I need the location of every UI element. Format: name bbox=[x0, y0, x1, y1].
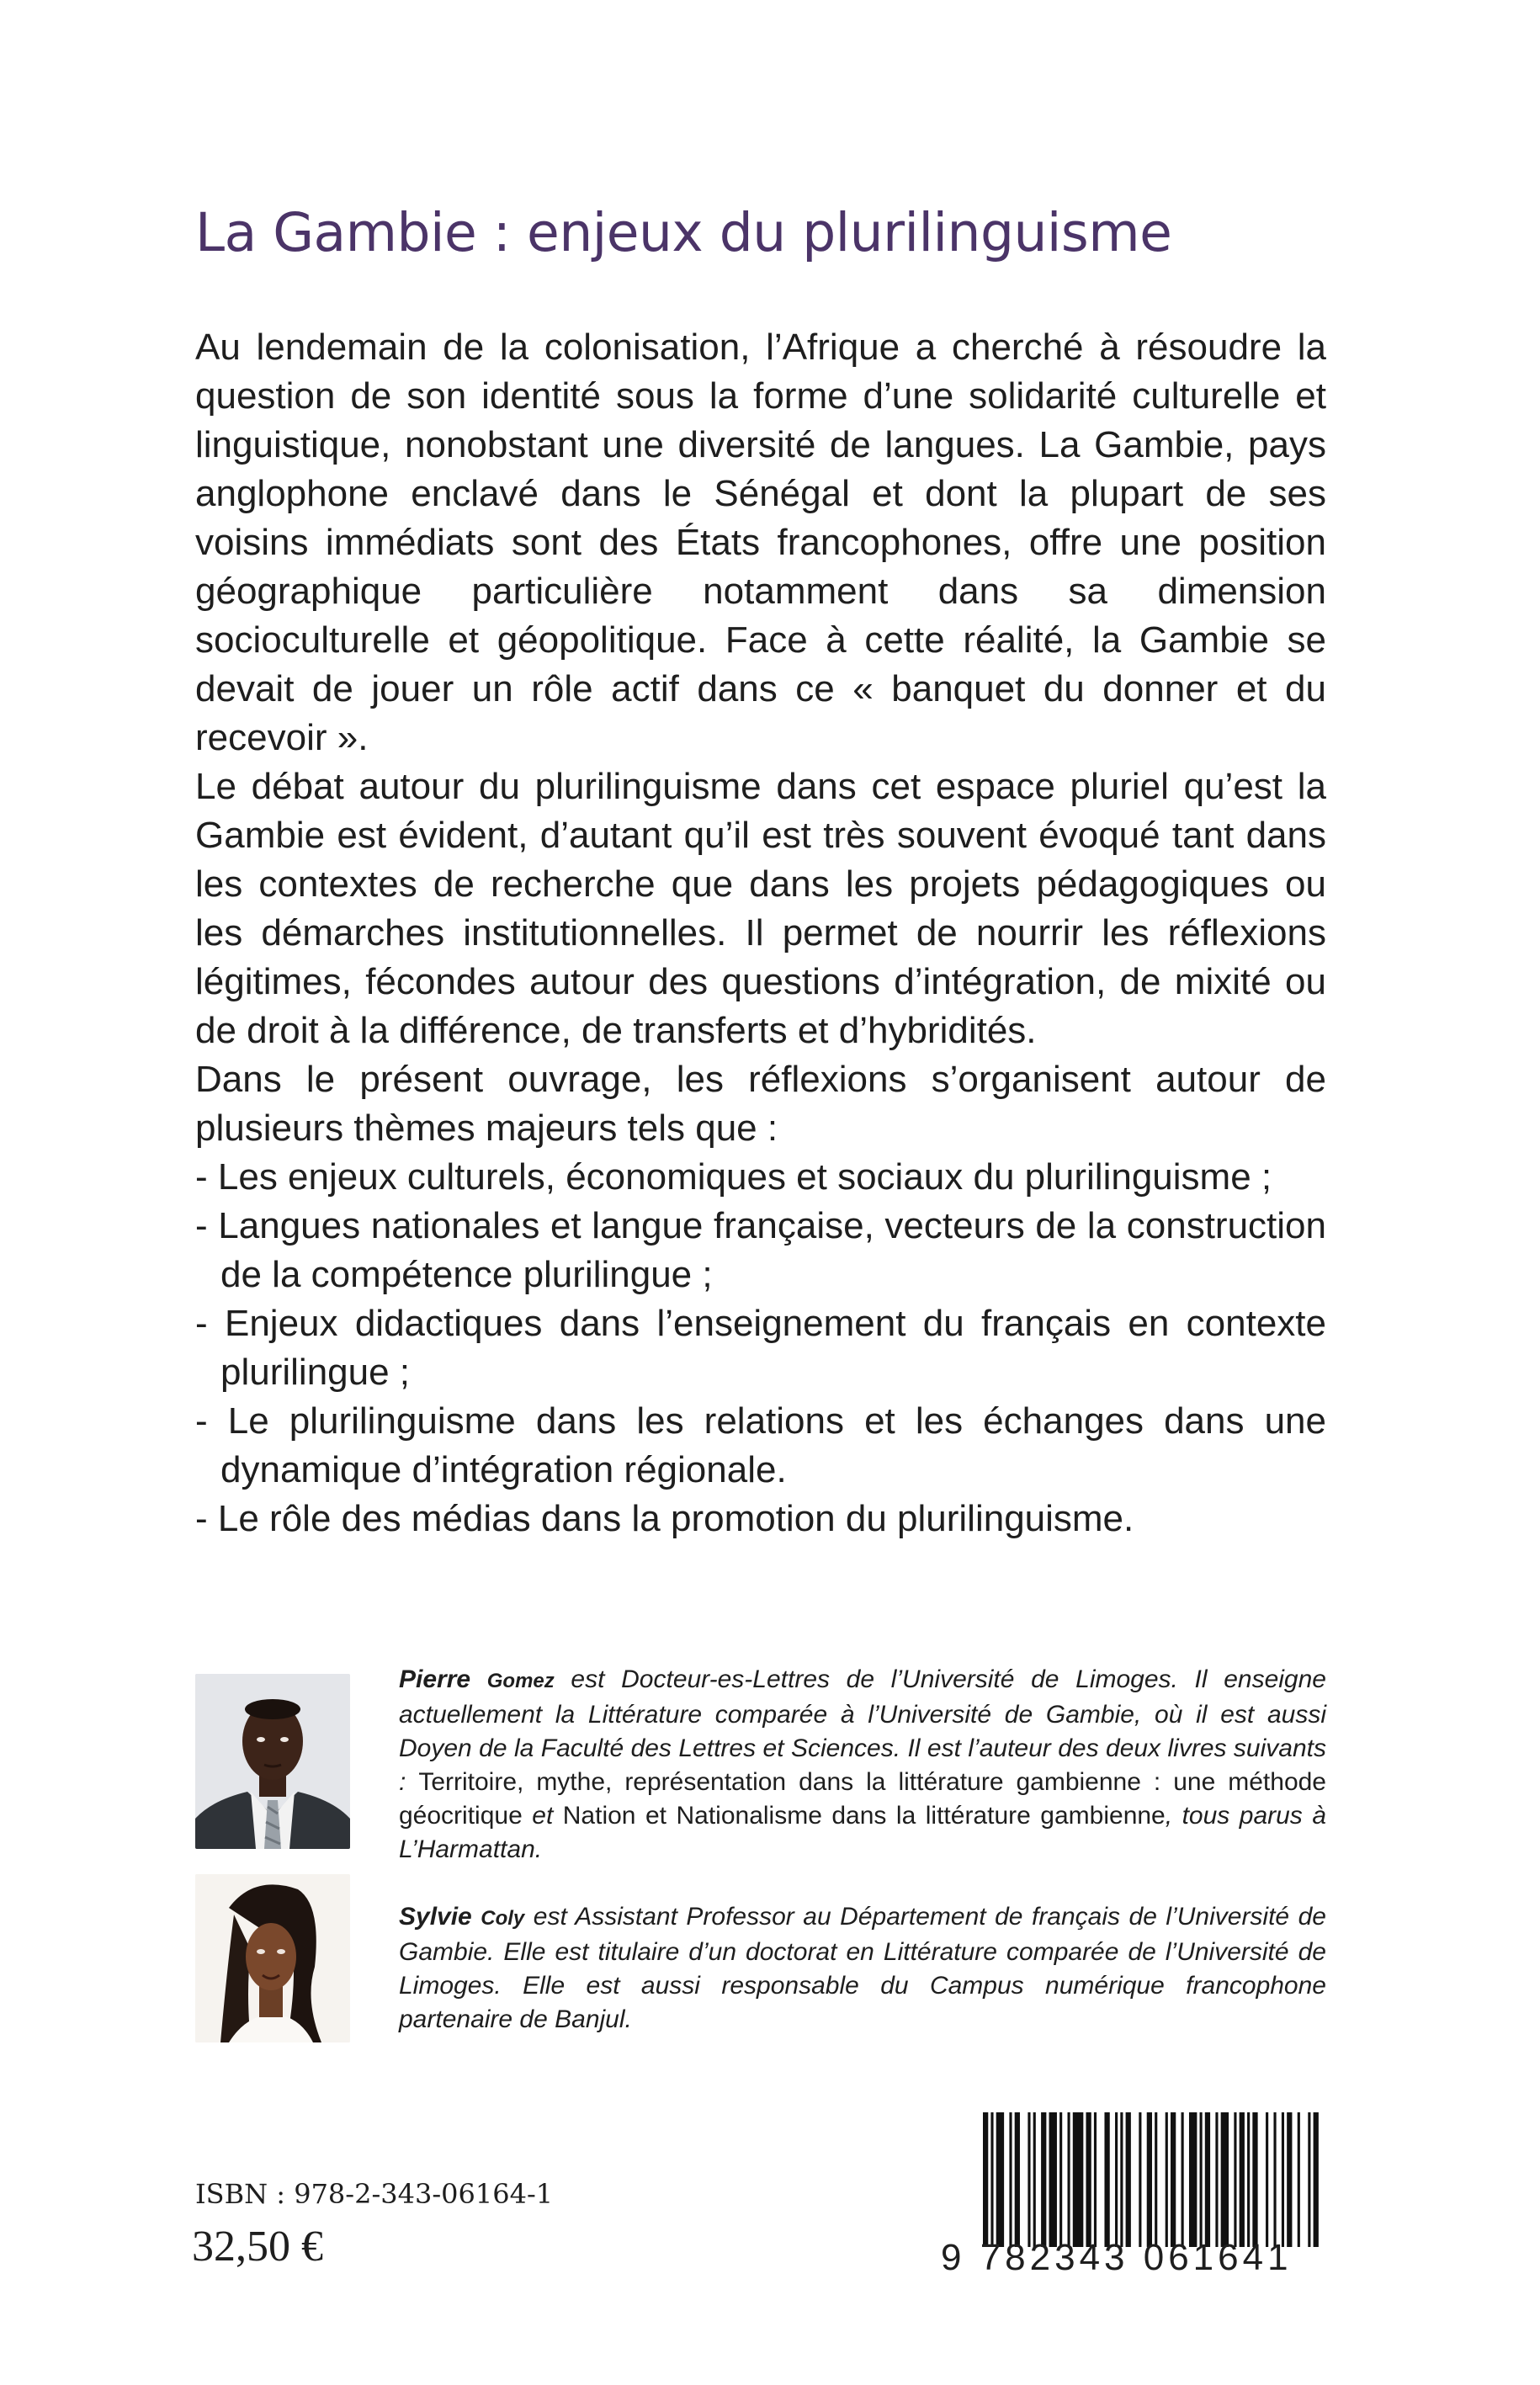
author-first-name: Sylvie bbox=[399, 1903, 472, 1931]
barcode-bar bbox=[1189, 2112, 1197, 2247]
barcode-bar bbox=[1314, 2112, 1319, 2247]
barcode-bar bbox=[1086, 2112, 1091, 2247]
blurb-paragraph: Le débat autour du plurilinguisme dans cet espace pluriel qu’est la Gambie est évident, d’autant qu’il est très souvent évoqué tant dans les contextes de recherche que dans les projets pédagogiques ou les démarches institutionnelles. Il permet de nourrir les réflexions légitimes, fécondes autour des questions d’intégration, de mixité ou de droit à la différence, de transferts et d’hybridités. bbox=[195, 766, 1326, 1051]
blurb-paragraph: Au lendemain de la colonisation, l’Afrique a cherché à résoudre la question de son identité sous la forme d’une solidarité culturelle et linguistique, nonobstant une diversité de langues. La Gambie, pays anglophone enclavé dans le Sénégal et dont la plupart de ses voisins immédiats sont des États francophones, offre une position géographique particulière notamment dans sa dimension socioculturelle et géopolitique. Face à cette réalité, la Gambie se devait de jouer un rôle actif dans ce « banquet du donner et du recevoir ». bbox=[195, 327, 1326, 758]
portrait-man-image bbox=[195, 1674, 350, 1849]
bio-connector: et bbox=[522, 1802, 563, 1830]
barcode-bar bbox=[1104, 2112, 1109, 2247]
barcode-bar bbox=[1041, 2112, 1046, 2247]
barcode-bar bbox=[990, 2112, 993, 2247]
barcode-bar bbox=[1028, 2112, 1030, 2247]
barcode-bar bbox=[1120, 2112, 1123, 2247]
author-bio-sylvie-coly bbox=[399, 1900, 1326, 2037]
barcode-bar bbox=[1171, 2112, 1176, 2247]
author-bio-text: est Docteur-es-Lettres de l’Université de Limoges. Il enseigne actuellement la Littérature comparée à l’Université de Gambie, où il est aussi Doyen de la Faculté des Lettres et Sciences. Il est l’auteur des deux livres suivants : bbox=[399, 1665, 1326, 1796]
book-title-2: Nation et Nationalisme dans la littérature gambienne bbox=[562, 1802, 1166, 1830]
portrait-woman-image bbox=[195, 1874, 350, 2042]
theme-item: - Enjeux didactiques dans l’enseignement du français en contexte plurilingue ; bbox=[195, 1303, 1326, 1393]
barcode-bar bbox=[1126, 2112, 1131, 2247]
barcode-bar bbox=[1252, 2112, 1257, 2247]
barcode bbox=[941, 2112, 1321, 2281]
barcode-bar bbox=[1234, 2112, 1236, 2247]
isbn: ISBN : 978-2-343-06164-1 bbox=[195, 2178, 554, 2210]
barcode-bar bbox=[1073, 2112, 1084, 2247]
barcode-bar bbox=[1240, 2112, 1245, 2247]
barcode-bar bbox=[1221, 2112, 1229, 2247]
barcode-bar bbox=[1059, 2112, 1062, 2247]
barcode-bar bbox=[1068, 2112, 1070, 2247]
book-title-1: Territoire, mythe, représentation dans la littérature gambienne : une méthode géocritique bbox=[399, 1768, 1326, 1830]
barcode-bar bbox=[1139, 2112, 1141, 2247]
barcode-bar bbox=[1015, 2112, 1020, 2247]
author-bio-end: , tous parus à L’Harmattan. bbox=[399, 1802, 1326, 1863]
barcode-bar bbox=[1298, 2112, 1300, 2247]
themes-list bbox=[195, 1153, 1326, 1543]
barcode-bar bbox=[1147, 2112, 1152, 2247]
barcode-bar bbox=[1200, 2112, 1203, 2247]
book-title: La Gambie : enjeux du plurilinguisme bbox=[195, 202, 1172, 263]
barcode-bar bbox=[1182, 2112, 1184, 2247]
barcode-bar bbox=[1205, 2112, 1210, 2247]
author-last-name: Gomez bbox=[486, 1670, 555, 1692]
theme-item: - Le rôle des médias dans la promotion du plurilinguisme. bbox=[195, 1498, 1134, 1539]
barcode-bar bbox=[1273, 2112, 1276, 2247]
barcode-bar bbox=[1115, 2112, 1118, 2247]
blurb-paragraph: Dans le présent ouvrage, les réflexions s’organisent autour de plusieurs thèmes majeurs tels que : bbox=[195, 1059, 1326, 1149]
barcode-digits: 9 782343 061641 bbox=[941, 2237, 1293, 2278]
theme-item: - Les enjeux culturels, économiques et sociaux du plurilinguisme ; bbox=[195, 1156, 1272, 1198]
barcode-bar bbox=[1049, 2112, 1057, 2247]
author-first-name: Pierre bbox=[399, 1665, 471, 1693]
author-bio-pierre-gomez bbox=[399, 1663, 1326, 1867]
barcode-bar bbox=[983, 2112, 988, 2247]
barcode-bar bbox=[1155, 2112, 1157, 2247]
author-bio-text: est Assistant Professor au Département de français de l’Université de Gambie. Elle est titulaire d’un doctorat en Littérature comparée de l’Université de Limoges. Elle est aussi responsable du Campus numérique francophone partenaire de Banjul. bbox=[399, 1903, 1326, 2033]
author-photo-pierre-gomez bbox=[195, 1674, 350, 1849]
theme-item: - Langues nationales et langue française, vecteurs de la construction de la compétence plurilingue ; bbox=[195, 1205, 1326, 1295]
barcode-bar bbox=[1247, 2112, 1250, 2247]
barcode-bar bbox=[1009, 2112, 1012, 2247]
barcode-bar bbox=[1033, 2112, 1036, 2247]
barcode-bars bbox=[983, 2112, 1321, 2247]
barcode-bar bbox=[1282, 2112, 1284, 2247]
author-photo-sylvie-coly bbox=[195, 1874, 350, 2042]
barcode-bar bbox=[1166, 2112, 1168, 2247]
barcode-bar bbox=[996, 2112, 1004, 2247]
blurb bbox=[195, 323, 1326, 1543]
barcode-bar bbox=[1094, 2112, 1097, 2247]
price: 32,50 € bbox=[192, 2223, 323, 2271]
barcode-bar bbox=[1287, 2112, 1292, 2247]
theme-item: - Le plurilinguisme dans les relations et les échanges dans une dynamique d’intégration régionale. bbox=[195, 1400, 1326, 1490]
barcode-bar bbox=[1215, 2112, 1218, 2247]
barcode-bar bbox=[1308, 2112, 1310, 2247]
author-last-name: Coly bbox=[481, 1907, 525, 1930]
barcode-bar bbox=[1266, 2112, 1268, 2247]
